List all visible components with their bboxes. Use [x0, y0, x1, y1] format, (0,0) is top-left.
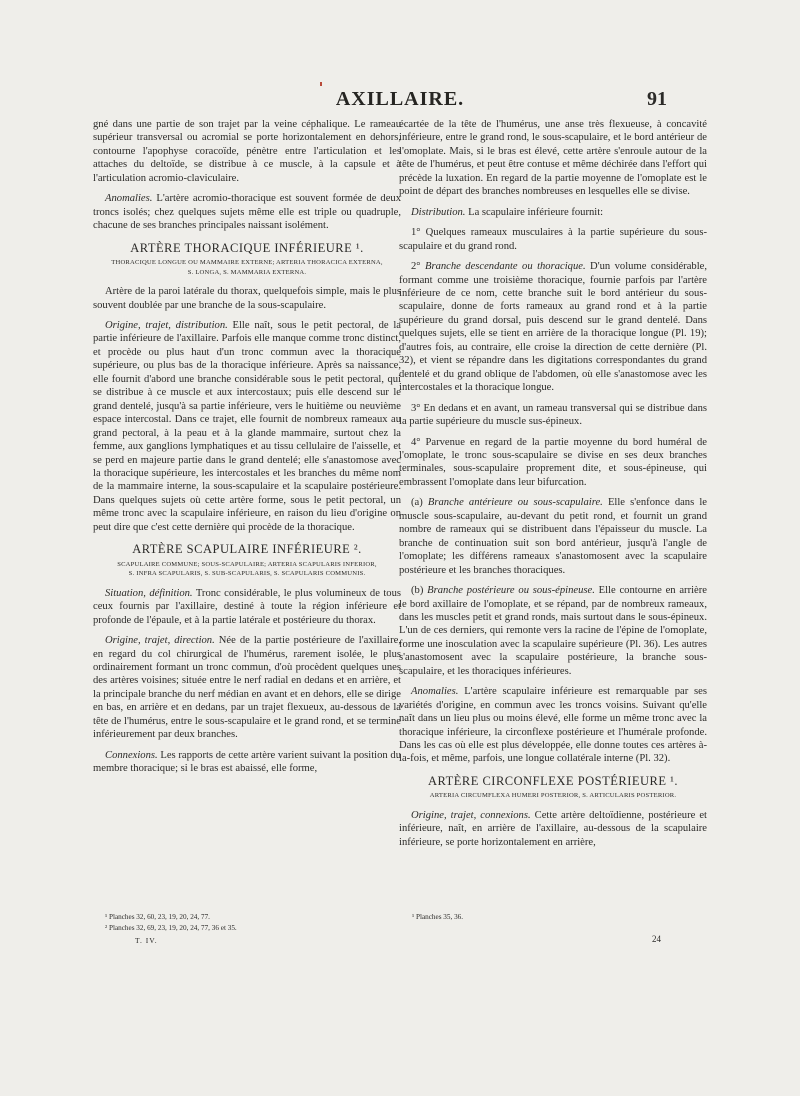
paragraph-text: Elle s'enfonce dans le muscle sous-scapulaire, au-devant du petit rond, et fournit un grand nombre de rameaux qui se distribuent dans l'épaisseur du muscle. La branche de continuation suit son bord antérieur, jusqu'à l'angle de l'omoplate; les différens rameaux s'anastomosent avec la scapulaire postérieure et les branches thoraciques. — [399, 497, 707, 576]
paragraph-label: Connexions. — [105, 749, 158, 761]
footnote: ¹ Planches 35, 36. — [412, 913, 464, 921]
list-item: 4° Parvenue en regard de la partie moyenne du bord huméral de l'omoplate, le tronc sous-scapulaire se divise en ses deux branches terminales, sous-scapulaire proprement dite, et sous-épineuse, qui embrassent l'omoplate dans leur bifurcation. — [399, 436, 707, 488]
section-synonyms — [399, 791, 707, 801]
page-number: 91 — [647, 88, 667, 110]
paragraph-situation — [93, 587, 401, 627]
paragraph-label: Situation, définition. — [105, 587, 193, 599]
paragraph-text: Les rapports de cette artère varient suivant la position du membre thoracique; si le bras est abaissé, elle forme, — [93, 749, 401, 775]
volume-signature: T. IV. — [135, 936, 158, 945]
list-item: 3° En dedans et en avant, un rameau transversal qui se distribue dans la partie supérieure du muscle sus-épineux. — [399, 402, 707, 428]
paragraph-origine-trajet-connexions — [399, 809, 707, 849]
list-marker: (a) — [411, 497, 428, 509]
list-marker: 2° — [411, 261, 425, 273]
list-item — [399, 260, 707, 395]
synonym-line: THORACIQUE LONGUE OU MAMMAIRE EXTERNE; ARTERIA THORACICA EXTERNA, — [111, 259, 383, 267]
paragraph: Artère de la paroi latérale du thorax, quelquefois simple, mais le plus souvent doublée par une branche de la sous-scapulaire. — [93, 286, 401, 311]
paragraph-text: L'artère acromio-thoracique est souvent formée de deux troncs isolés; chez quelques sujets même elle est triple ou quadruple, chacune de ses branches principales naissant isolément. — [93, 193, 401, 232]
section-synonyms — [93, 258, 401, 277]
list-item — [399, 496, 707, 577]
section-heading-scapulaire-inferieure: ARTÈRE SCAPULAIRE INFÉRIEURE ². — [132, 542, 362, 557]
paragraph-text: Tronc considérable, le plus volumineux de tous ceux fournis par l'axillaire, destiné à toute la région inférieure et profonde de l'épaule, et à la partie latérale et postérieure du thorax. — [93, 587, 402, 626]
paragraph-label: Branche antérieure ou sous-scapulaire. — [427, 497, 603, 509]
section-heading-circonflexe-posterieure: ARTÈRE CIRCONFLEXE POSTÉRIEURE ¹. — [427, 773, 679, 788]
list-marker: (b) — [411, 585, 428, 597]
section-heading-thoracique-inferieure: ARTÈRE THORACIQUE INFÉRIEURE ¹. — [130, 240, 364, 255]
footnotes-right — [412, 912, 652, 923]
paragraph-distribution — [399, 206, 707, 219]
paragraph-label: Distribution. — [411, 206, 466, 218]
paragraph-text: Née de la partie postérieure de l'axillaire, en regard du col chirurgical de l'humérus, rarement isolée, le plus ordinairement formant un tronc commun, d'où procèdent quelques unes des artères voisines; située entre le nerf radial en dedans et en arrière, et la principale branche du nerf médian en avant et en dehors, elle se dirige en bas, en arrière et en dedans, par un trajet flexueux, au-dessous de la tête de l'humérus, entre le sous-scapulaire et le grand rond, et se termine inférieurement par deux branches. — [93, 635, 401, 741]
paragraph-label: Branche postérieure ou sous-épineuse. — [427, 585, 595, 597]
synonym-line: S. INFRA SCAPULARIS, S. SUB-SCAPULARIS, S. SCAPULARIS COMMUNIS. — [128, 570, 366, 578]
paragraph-text: Cette artère deltoïdienne, postérieure et inférieure, naît, en arrière de l'axillaire, au-dessous de la scapulaire inférieure, se porte horizontalement en arrière, — [399, 809, 707, 848]
paragraph: gné dans une partie de son trajet par la veine céphalique. Le rameau supérieur transversal ou acromial se porte horizontalement en dehors, contourne l'apophyse coracoïde, pénètre entre l'articulation et les attaches du deltoïde, se distribue à ce muscle, à la capsule et à l'articulation acromio-claviculaire. — [93, 119, 401, 184]
paragraph-connexions — [93, 749, 401, 776]
paragraph-label: Origine, trajet, direction. — [105, 635, 215, 647]
running-title: AXILLAIRE. — [335, 88, 465, 110]
paragraph-origine-trajet — [93, 634, 401, 742]
synonym-line: S. LONGA, S. MAMMARIA EXTERNA. — [187, 268, 307, 276]
paragraph-text: La scapulaire inférieure fournit: — [465, 206, 604, 218]
paragraph-label: Anomalies. — [105, 193, 153, 205]
left-column — [93, 118, 401, 783]
list-item — [399, 584, 707, 678]
paragraph-label: Origine, trajet, distribution. — [105, 319, 228, 331]
paragraph-anomalies — [399, 685, 707, 766]
paragraph-label: Origine, trajet, connexions. — [411, 809, 531, 821]
paragraph-origine — [93, 319, 401, 534]
synonym-line: SCAPULAIRE COMMUNE; SOUS-SCAPULAIRE; ARTERIA SCAPULARIS INFERIOR, — [117, 560, 377, 568]
gathering-signature: 24 — [652, 934, 661, 944]
paragraph-label: Anomalies. — [411, 686, 459, 698]
right-column — [399, 118, 707, 856]
footnote: ² Planches 32, 69, 23, 19, 20, 24, 77, 36 et 35. — [105, 923, 237, 932]
paragraph-label: Branche descendante ou thoracique. — [424, 261, 586, 273]
synonym-line: ARTERIA CIRCUMFLEXA HUMERI POSTERIOR, S. ARTICULARIS POSTERIOR. — [429, 792, 677, 800]
paragraph-anomalies — [93, 192, 401, 232]
list-item: 1° Quelques rameaux musculaires à la partie supérieure du sous-scapulaire et du grand rond. — [399, 227, 707, 252]
paragraph-text: L'artère scapulaire inférieure est remarquable par ses variétés d'origine, en commun avec les troncs voisins. Suivant qu'elle naît dans un lieu plus ou moins élevé, elle forme un même tronc avec la thoracique inférieure, la circonflexe postérieure et l'humérale profonde. Dans les cas où elle est plus développée, elle donne toutes ces artères à-la-fois, et même, parfois, une longue collatérale interne (Pl. 32). — [399, 686, 707, 765]
red-ink-mark — [320, 82, 322, 86]
paragraph-text: D'un volume considérable, formant comme une troisième thoracique, fournie parfois par l'artère inférieure de ce nom, cette branche suit le bord antérieur du sous-scapulaire, donne de forts rameaux au grand rond et à la partie supérieure du grand dorsal, puis descend sur le grand dentelé. Dans quelques sujets, elle se tient en arrière de la thoracique longue (Pl. 19); d'autres fois, au contraire, elle croise la direction de cette dernière (Pl. 32), et vient se répandre dans les digitations correspondantes du grand dentelé et du grand oblique de l'abdomen, où elle s'anastomose avec les intercostales et la thoracique longue. — [399, 261, 707, 394]
section-synonyms — [93, 560, 401, 579]
footnotes-left — [105, 912, 345, 933]
paragraph-text: Elle contourne en arrière le bord axillaire de l'omoplate, et se répand, par de nombreux rameaux, dans les muscles petit et grand ronds, mais surtout dans le sous-épineux. L'un de ces derniers, qui remonte vers la racine de l'épine de l'omoplate, forme une inosculation avec la scapulaire supérieure (Pl. 36). Les autres s'anastomosent avec la scapulaire postérieure, la branche sous-scapulaire, et les thoraciques inférieures. — [399, 585, 707, 677]
paragraph: écartée de la tête de l'humérus, une anse très flexueuse, à concavité inférieure, entre le grand rond, le sous-scapulaire, et le bord antérieur de l'omoplate. Mais, si le bras est élevé, cette artère s'enroule autour de la tête de l'humérus, et peut être contuse et même déchirée dans l'effort qui précède la luxation. En regard de la partie moyenne de l'omoplate est le point de départ des branches nombreuses en lesquelles elle se divise. — [399, 119, 707, 198]
footnote: ¹ Planches 32, 60, 23, 19, 20, 24, 77. — [105, 913, 210, 921]
paragraph-text: Elle naît, sous le petit pectoral, de la partie inférieure de l'axillaire. Parfois elle manque comme tronc distinct, et procède ou plus haut d'un tronc commun avec la thoracique supérieure, ou plus bas de la thoracique inférieure. Après sa naissance, elle fournit d'abord une branche considérable sous le petit pectoral, qui se distribue à ce muscle et aux intercostaux; puis elle descend sur le grand dentelé, jusqu'à sa partie inférieure, vers le huitième ou neuvième espace intercostal. Dans ce trajet, elle fournit de nombreux rameaux au grand pectoral, à la peau et à la glande mammaire, surtout chez la femme, aux ganglions lymphatiques et au tissu cellulaire de l'aisselle, et se perd en majeure partie dans le grand dentelé; elle s'anastomose avec la thoracique supérieure, les intercostales et les branches du même nom de la mammaire interne, la sous-scapulaire et la scapulaire postérieure. Dans quelques sujets où cette artère forme, sous le petit pectoral, un même tronc avec la scapulaire inférieure, en raison du lieu d'origine on peut dire que c'est cette dernière qui procède de la thoracique. — [93, 319, 401, 533]
